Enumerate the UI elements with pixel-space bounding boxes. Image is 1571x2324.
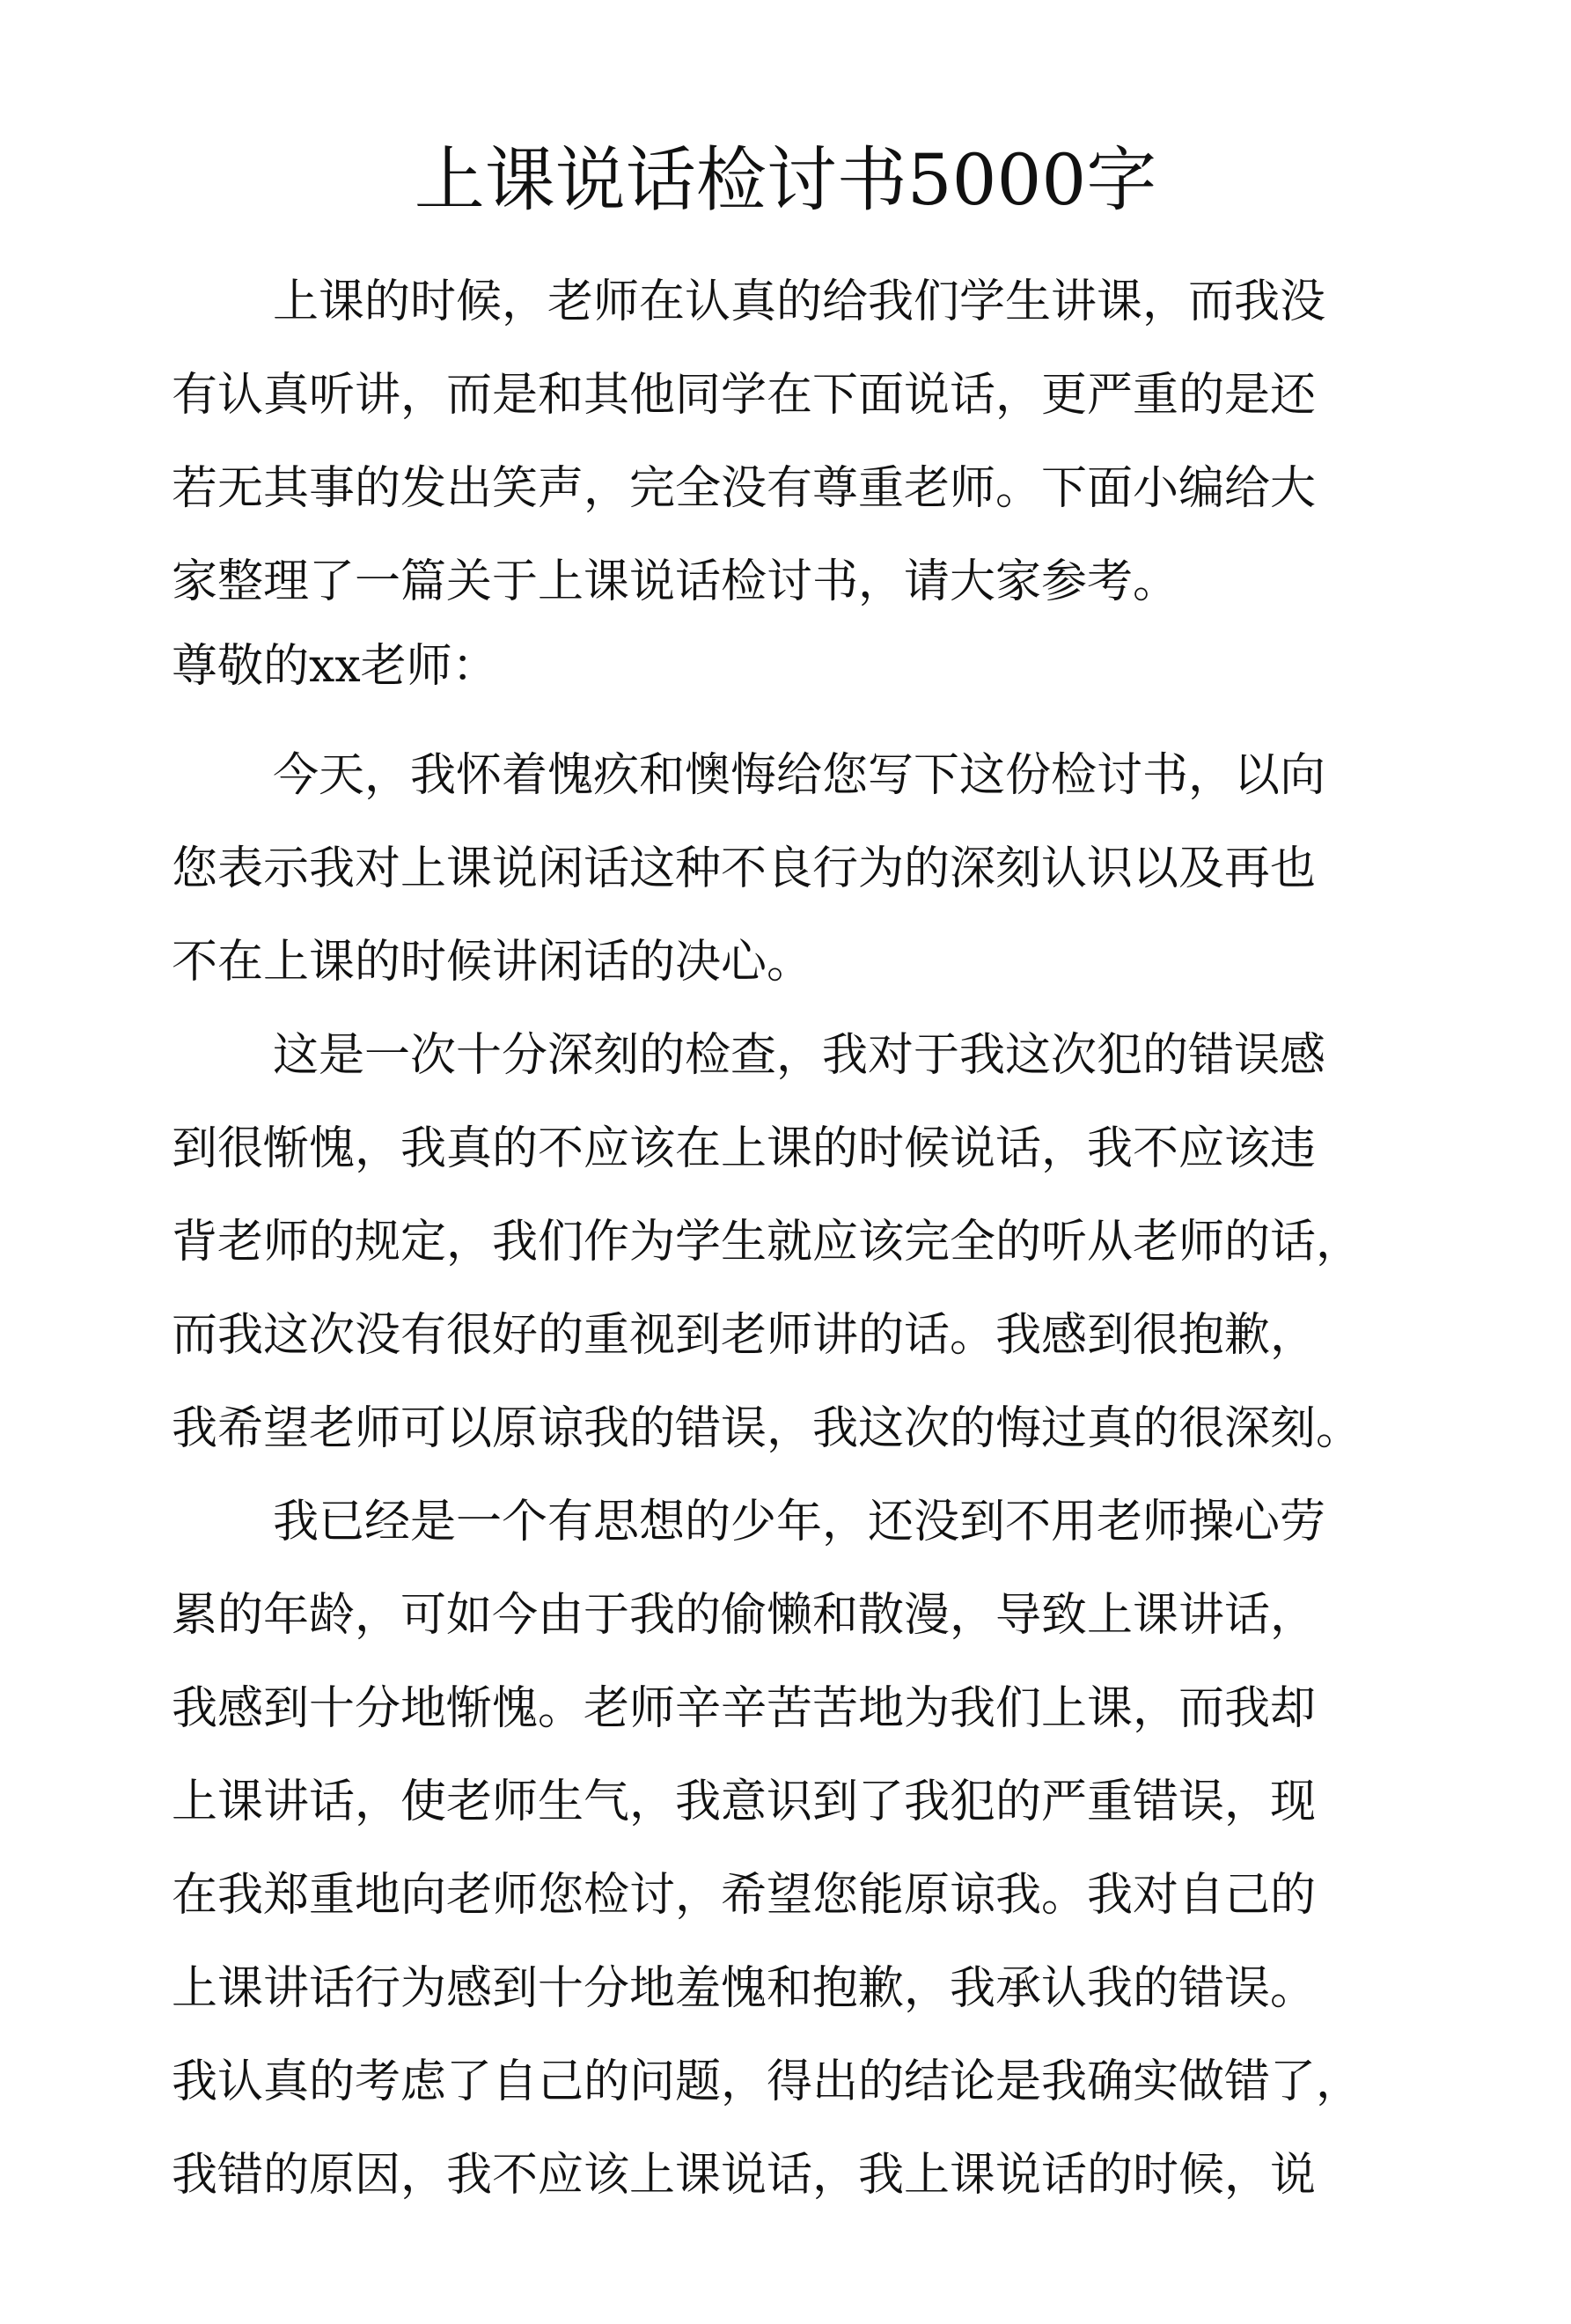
document-body: [172, 255, 1360, 2222]
text-line: 累的年龄，可如今由于我的偷懒和散漫，导致上课讲话，: [172, 1589, 1317, 1642]
document-title: 上课说话检讨书5000字: [414, 139, 1157, 221]
salutation: 尊敬的xx老师：: [172, 640, 498, 693]
text-line: 上课讲话行为感到十分地羞愧和抱歉，我承认我的错误。: [172, 1962, 1317, 2015]
text-line: 您表示我对上课说闲话这种不良行为的深刻认识以及再也: [172, 842, 1317, 895]
text-line: 若无其事的发出笑声，完全没有尊重老师。下面小编给大: [172, 462, 1317, 515]
paragraph-2: [172, 1009, 1360, 1475]
intro-paragraph: [172, 255, 1360, 629]
paragraph-1: [172, 729, 1360, 1009]
text-line: 这是一次十分深刻的检查，我对于我这次犯的错误感: [273, 1029, 1326, 1082]
text-line: 我错的原因，我不应该上课说话，我上课说话的时候，说: [172, 2149, 1317, 2202]
text-line: 我认真的考虑了自己的问题，得出的结论是我确实做错了，: [172, 2056, 1362, 2108]
text-line: 今天，我怀着愧疚和懊悔给您写下这份检讨书，以向: [273, 749, 1326, 802]
text-line: 我感到十分地惭愧。老师辛辛苦苦地为我们上课，而我却: [172, 1682, 1317, 1735]
text-line: 我希望老师可以原谅我的错误，我这次的悔过真的很深刻。: [172, 1402, 1362, 1455]
text-line: 而我这次没有很好的重视到老师讲的话。我感到很抱歉，: [172, 1309, 1317, 1362]
text-line: 在我郑重地向老师您检讨，希望您能原谅我。我对自己的: [172, 1869, 1317, 1922]
text-line: 上课的时候，老师在认真的给我们学生讲课，而我没: [273, 276, 1326, 328]
text-line: 到很惭愧，我真的不应该在上课的时候说话，我不应该违: [172, 1122, 1317, 1175]
text-line: 不在上课的时候讲闲话的决心。: [172, 936, 813, 989]
paragraph-3: [172, 1475, 1360, 2222]
text-line: 上课讲话，使老师生气，我意识到了我犯的严重错误，现: [172, 1776, 1317, 1828]
text-line: 家整理了一篇关于上课说话检讨书，请大家参考。: [172, 555, 1179, 608]
text-line: 背老师的规定，我们作为学生就应该完全的听从老师的话，: [172, 1216, 1362, 1269]
text-line: 有认真听讲，而是和其他同学在下面说话，更严重的是还: [172, 369, 1317, 422]
text-line: 我已经是一个有思想的少年，还没到不用老师操心劳: [273, 1496, 1326, 1548]
